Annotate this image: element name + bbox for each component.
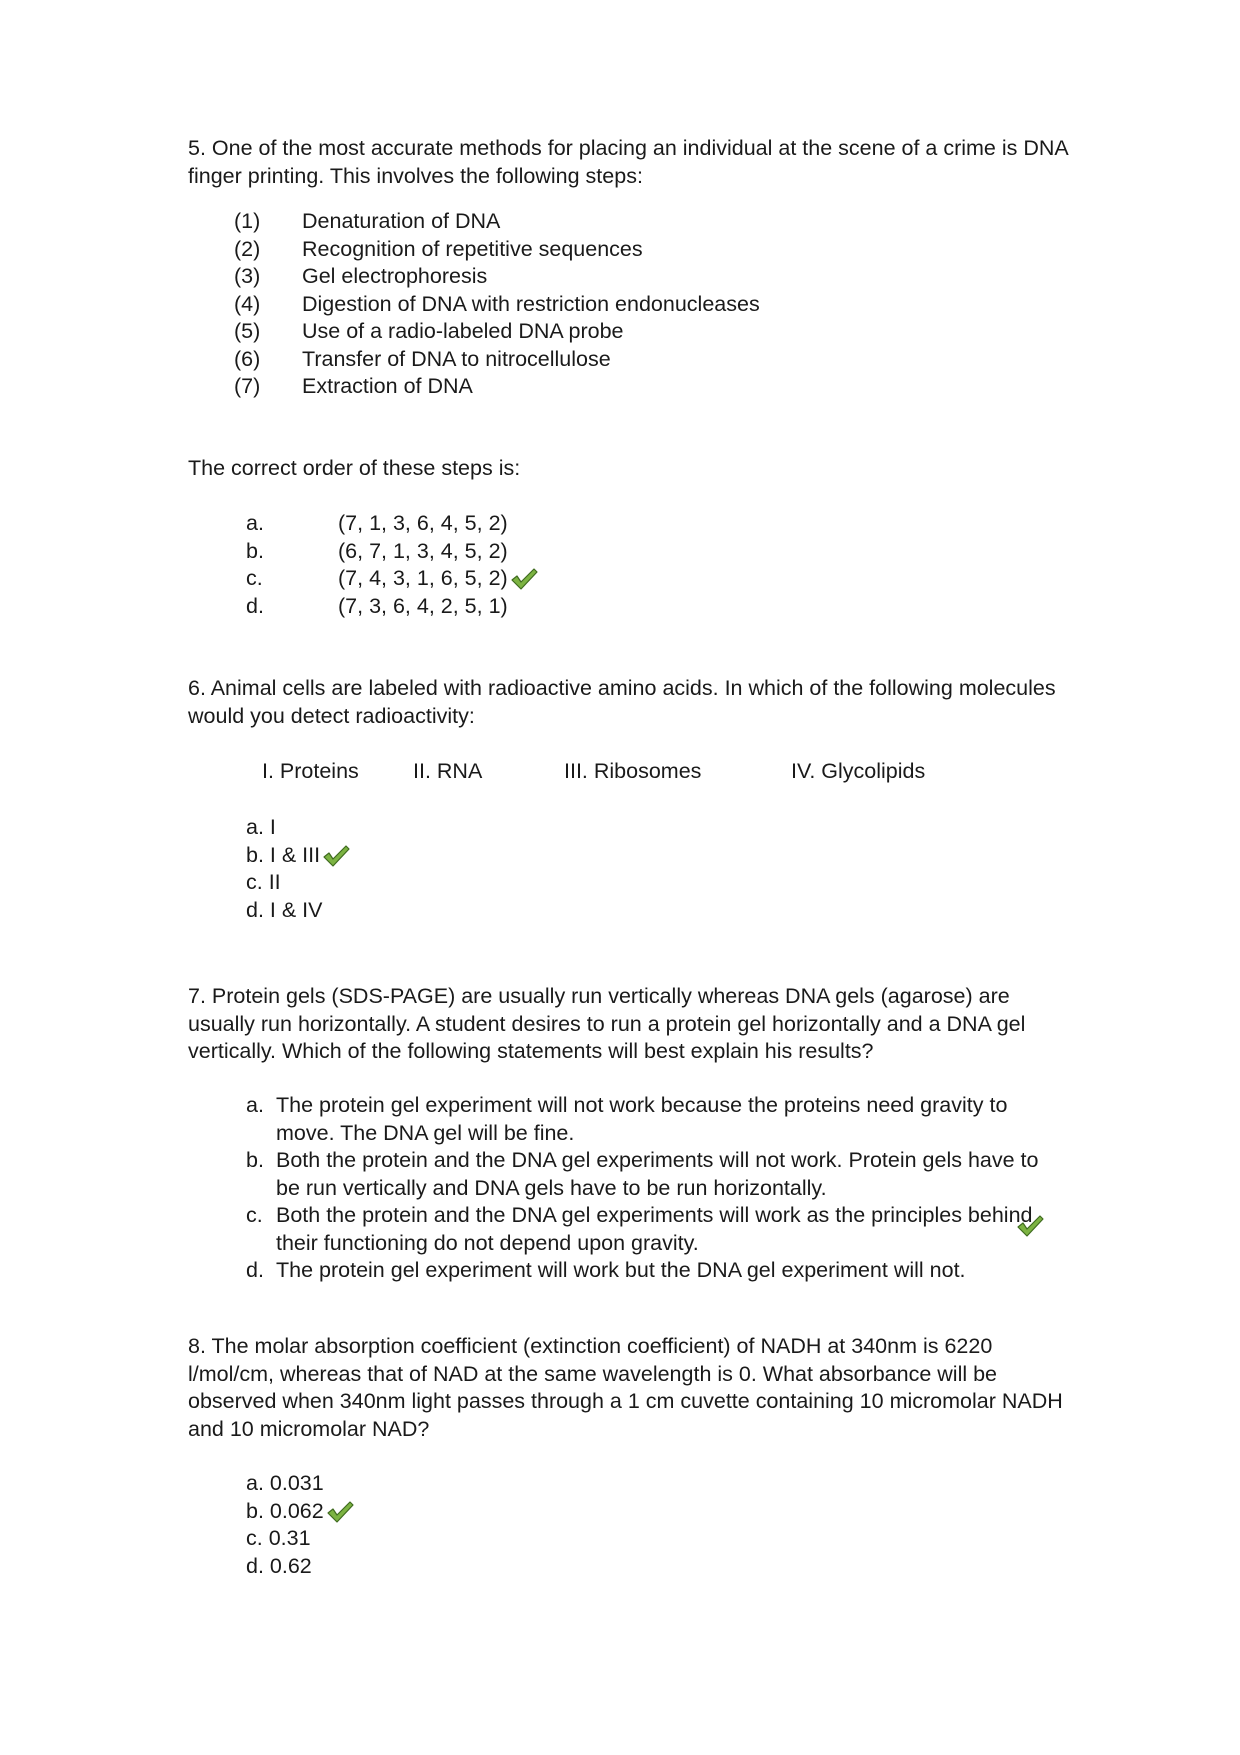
checkmark-icon bbox=[510, 567, 538, 591]
q6-items bbox=[0, 758, 1240, 786]
q7-option-b[interactable]: b. Both the protein and the DNA gel experiments will not work. Protein gels have to be run vertically and DNA gels have to be run horizontally. bbox=[246, 1148, 1039, 1200]
question-7 bbox=[188, 983, 1068, 1066]
q8-option-c[interactable]: c. 0.31 bbox=[246, 1526, 311, 1550]
q5-options bbox=[246, 510, 846, 620]
q5-step: (6) Transfer of DNA to nitrocellulose bbox=[234, 346, 611, 371]
q6-item: III. Ribosomes bbox=[564, 759, 702, 783]
q8-options bbox=[246, 1470, 646, 1580]
q5-option-d[interactable]: d. (7, 3, 6, 4, 2, 5, 1) bbox=[246, 593, 508, 618]
checkmark-icon bbox=[1016, 1214, 1044, 1238]
q8-option-b[interactable]: b. 0.062 bbox=[246, 1498, 646, 1526]
q6-item: II. RNA bbox=[413, 759, 483, 783]
q5-option-c[interactable]: c. (7, 4, 3, 1, 6, 5, 2) bbox=[246, 565, 846, 593]
q5-step: (4) Digestion of DNA with restriction endonucleases bbox=[234, 291, 760, 316]
q8-stem: 8. The molar absorption coefficient (extinction coefficient) of NADH at 340nm is 6220 l/mol/cm, whereas that of NAD at the same wavelength is 0. What absorbance will be observed when 340nm light passes through a 1 cm cuvette containing 10 micromolar NADH and 10 micromolar NAD? bbox=[188, 1334, 1063, 1441]
q6-option-a[interactable]: a. I bbox=[246, 815, 276, 839]
q7-options bbox=[246, 1092, 1051, 1285]
question-6 bbox=[188, 675, 1068, 730]
question-8 bbox=[188, 1333, 1068, 1443]
q7-stem: 7. Protein gels (SDS-PAGE) are usually run vertically whereas DNA gels (agarose) are usually run horizontally. A student desires to run a protein gel horizontally and a DNA gel vertically. Which of the following statements will best explain his results? bbox=[188, 984, 1026, 1063]
q6-option-c[interactable]: c. II bbox=[246, 870, 281, 894]
question-5 bbox=[188, 135, 1068, 190]
q5-option-b[interactable]: b. (6, 7, 1, 3, 4, 5, 2) bbox=[246, 538, 508, 563]
q8-option-a[interactable]: a. 0.031 bbox=[246, 1471, 324, 1495]
q6-option-b[interactable]: b. I & III bbox=[246, 842, 646, 870]
q6-option-d[interactable]: d. I & IV bbox=[246, 897, 323, 922]
q5-option-a[interactable]: a. (7, 1, 3, 6, 4, 5, 2) bbox=[246, 511, 508, 535]
q5-prompt-block bbox=[188, 455, 1068, 483]
q7-option-c[interactable]: c. Both the protein and the DNA gel experiments will work as the principles behind their functioning do not depend upon gravity. bbox=[246, 1202, 1051, 1257]
checkmark-icon bbox=[322, 844, 350, 868]
q5-step: (7) Extraction of DNA bbox=[234, 374, 473, 398]
q6-options bbox=[246, 814, 646, 924]
q5-step: (2) Recognition of repetitive sequences bbox=[234, 236, 643, 261]
q5-prompt: The correct order of these steps is: bbox=[188, 456, 521, 480]
q6-item: IV. Glycolipids bbox=[791, 759, 926, 783]
q5-steps-list bbox=[234, 208, 934, 401]
q5-step: (3) Gel electrophoresis bbox=[234, 264, 488, 288]
q7-option-d[interactable]: d. The protein gel experiment will work but the DNA gel experiment will not. bbox=[246, 1258, 966, 1282]
q7-option-a[interactable]: a. The protein gel experiment will not work because the proteins need gravity to move. The DNA gel will be fine. bbox=[246, 1093, 1008, 1145]
q5-step: (5) Use of a radio-labeled DNA probe bbox=[234, 319, 624, 343]
q5-stem: 5. One of the most accurate methods for placing an individual at the scene of a crime is DNA finger printing. This involves the following steps: bbox=[188, 136, 1068, 188]
q8-option-d[interactable]: d. 0.62 bbox=[246, 1553, 312, 1578]
checkmark-icon bbox=[326, 1500, 354, 1524]
q6-stem: 6. Animal cells are labeled with radioactive amino acids. In which of the following molecules would you detect radioactivity: bbox=[188, 676, 1056, 728]
q5-step: (1) Denaturation of DNA bbox=[234, 209, 501, 233]
q6-item: I. Proteins bbox=[262, 759, 359, 783]
